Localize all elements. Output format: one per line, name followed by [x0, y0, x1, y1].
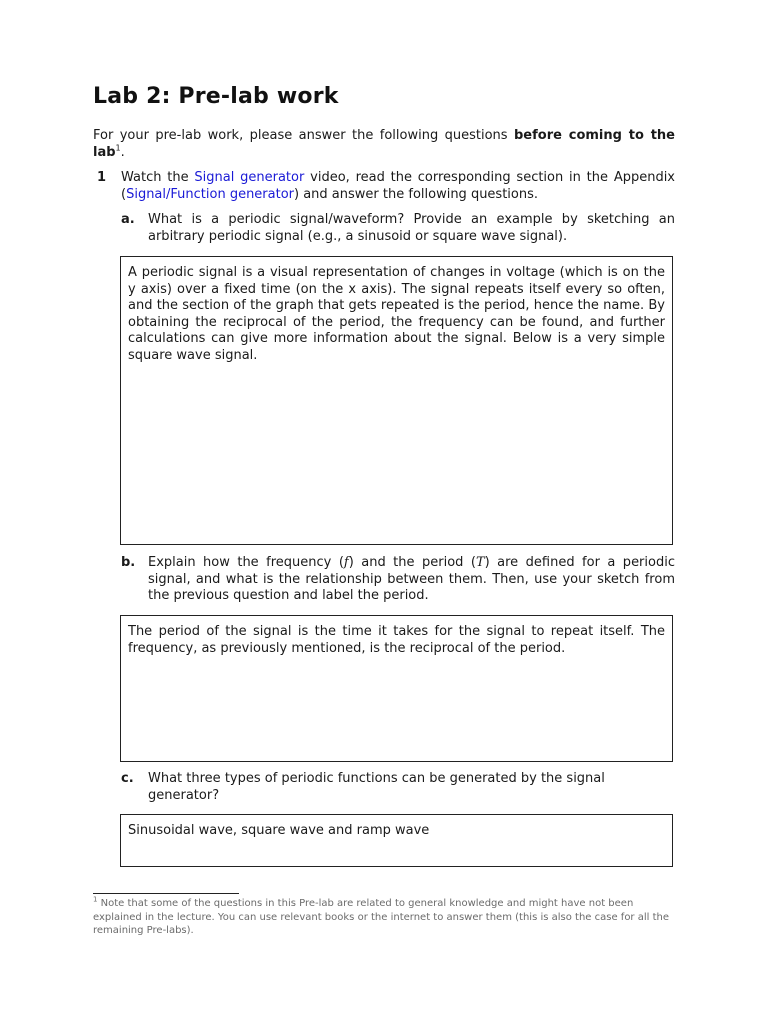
page-title: Lab 2: Pre-lab work [93, 84, 339, 109]
q1-text-a: Watch the [121, 170, 195, 185]
part-b-q3: ) are defined for a periodic signal, and what is the relationship between them. Then, use your sketch from the previous question and label the period. [148, 555, 675, 603]
question-number: 1 [97, 170, 107, 185]
q1-text-c: ) and answer the following questions. [294, 186, 539, 202]
answer-box-a[interactable] [120, 256, 673, 545]
answer-c-text: Sinusoidal wave, square wave and ramp wave [128, 823, 430, 838]
part-b-q2: ) and the period ( [348, 555, 476, 570]
footnote-ref[interactable]: 1 [115, 143, 121, 153]
signal-function-generator-link[interactable]: Signal/Function generator [126, 186, 295, 202]
question-1-text [121, 170, 675, 203]
intro-text: For your pre-lab work, please answer the following questions [93, 128, 514, 143]
period-symbol: T [475, 555, 485, 570]
intro-paragraph [93, 128, 675, 161]
intro-end: . [120, 144, 125, 160]
answer-box-b[interactable] [120, 615, 673, 762]
part-c-label: c. [121, 771, 134, 786]
part-a-question: What is a periodic signal/waveform? Provide an example by sketching an arbitrary periodic signal (e.g., a sinusoid or square wave signal). [148, 212, 675, 244]
answer-box-c[interactable] [120, 814, 673, 867]
answer-b-text: The period of the signal is the time it takes for the signal to repeat itself. The frequency, as previously mentioned, is the reciprocal of the period. [128, 624, 665, 656]
part-b-q1: Explain how the frequency ( [148, 555, 344, 570]
part-b-question [148, 555, 675, 605]
frequency-symbol: f [343, 555, 349, 570]
q1-text-b: video, read the corresponding section in the Appendix ( [121, 170, 676, 202]
footnote-marker: 1 [93, 895, 98, 904]
answer-a-text: A periodic signal is a visual representation of changes in voltage (which is on the y axis) over a fixed time (on the x axis). The signal repeats itself every so often, and the section of the graph that gets repeated is the period, hence the name. By obtaining the reciprocal of the period, the frequency can be found, and further calculations can give more information about the signal. Below is a very simple square wave signal. [128, 265, 665, 363]
footnote [93, 897, 675, 938]
part-a-label: a. [121, 212, 135, 227]
footnote-text: Note that some of the questions in this Pre-lab are related to general knowledge and might have not been explained in the lecture. You can use relevant books or the internet to answer them (this is also the case for all the remaining Pre-labs). [93, 898, 670, 936]
part-c-question: What three types of periodic functions can be generated by the signal generator? [148, 771, 605, 803]
intro-bold-text: before coming to the lab [93, 128, 675, 160]
part-b-label: b. [121, 555, 136, 570]
footnote-divider [93, 893, 239, 894]
signal-generator-link[interactable]: Signal generator [194, 170, 305, 185]
